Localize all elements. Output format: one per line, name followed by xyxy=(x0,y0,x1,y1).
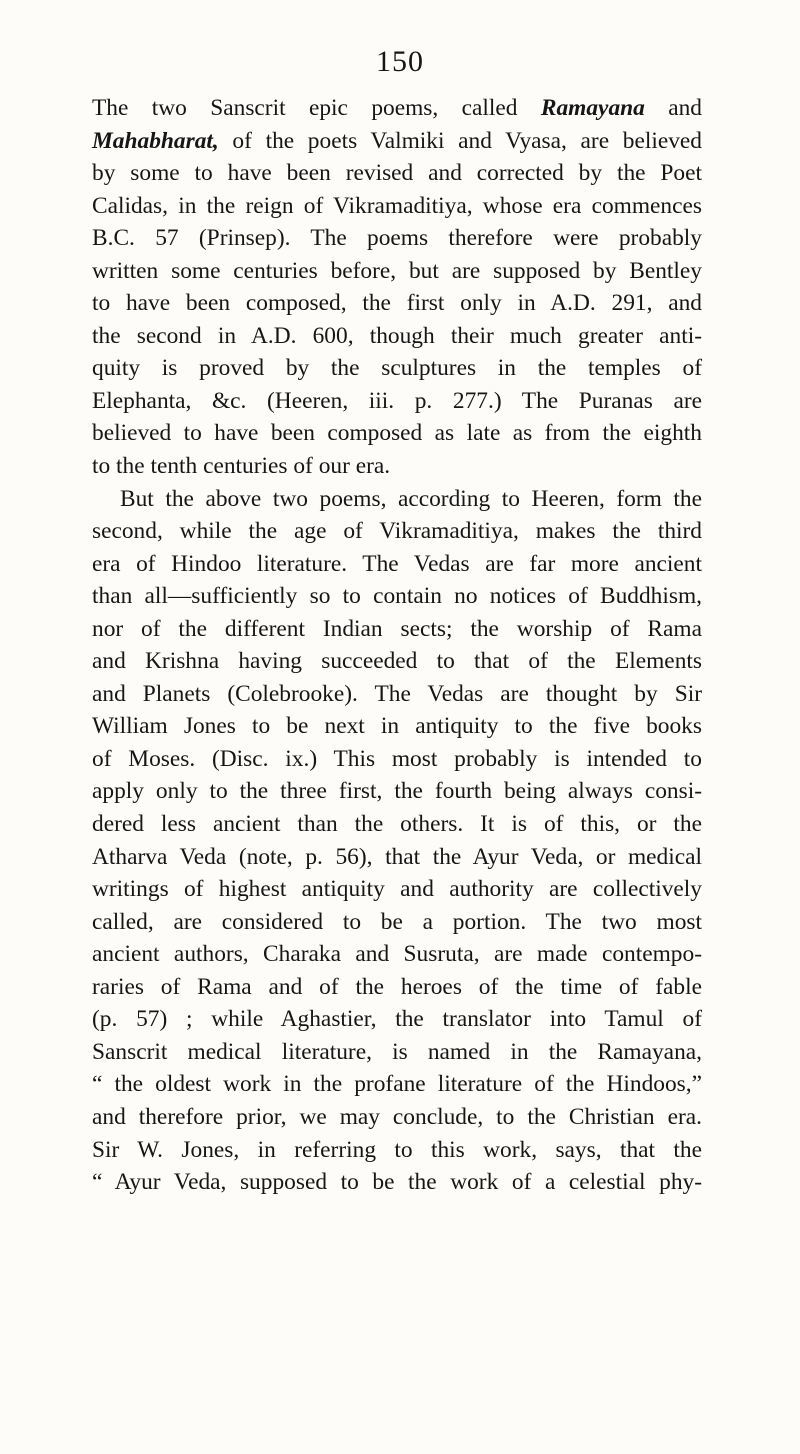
text-segment: and Krishna having succeeded to that of the Elements xyxy=(92,648,702,675)
text-segment: than all—sufficiently so to contain no notices of Buddhism, xyxy=(92,583,702,610)
text-line xyxy=(92,255,702,288)
text-line xyxy=(92,1166,702,1199)
text-segment: “ the oldest work in the profane literature of the Hindoos,” xyxy=(92,1071,702,1098)
text-line xyxy=(92,775,702,808)
text-line xyxy=(92,938,702,971)
text-line xyxy=(92,450,702,483)
text-segment: B.C. 57 (Prinsep). The poems therefore were probably xyxy=(92,225,702,252)
text-segment: second, while the age of Vikramaditiya, makes the third xyxy=(92,518,702,545)
text-segment: to the tenth centuries of our era. xyxy=(92,453,391,480)
text-segment: written some centuries before, but are supposed by Bentley xyxy=(92,257,702,284)
text-line xyxy=(92,678,702,711)
text-line xyxy=(92,483,702,516)
text-segment: (p. 57) ; while Aghastier, the translator into Tamul of xyxy=(92,1006,702,1033)
text-line xyxy=(92,548,702,581)
text-segment: ancient authors, Charaka and Susruta, are made contempo- xyxy=(92,941,702,968)
text-line xyxy=(92,808,702,841)
text-line xyxy=(92,710,702,743)
text-segment: to have been composed, the first only in A.D. 291, and xyxy=(92,290,702,317)
italic-title: Ramayana xyxy=(540,95,645,121)
text-segment: Sanscrit medical literature, is named in the Ramayana, xyxy=(92,1038,702,1065)
text-segment: quity is proved by the sculptures in the temples of xyxy=(92,355,702,382)
text-segment: of Moses. (Disc. ix.) This most probably is intended to xyxy=(92,745,702,772)
text-line xyxy=(92,515,702,548)
text-line xyxy=(92,1003,702,1036)
text-segment: apply only to the three first, the fourth being always consi- xyxy=(92,778,702,805)
text-line xyxy=(92,1036,702,1069)
text-segment: Calidas, in the reign of Vikramaditiya, whose era commences xyxy=(92,192,702,219)
text-line xyxy=(92,125,702,158)
text-line xyxy=(92,320,702,353)
text-segment: called, are considered to be a portion. The two most xyxy=(92,908,702,935)
text-line xyxy=(92,222,702,255)
text-segment: era of Hindoo literature. The Vedas are far more ancient xyxy=(92,550,702,577)
text-segment: Atharva Veda (note, p. 56), that the Ayur Veda, or medical xyxy=(92,843,702,870)
text-segment: and therefore prior, we may conclude, to the Christian era. xyxy=(92,1103,702,1130)
text-segment: of the poets Valmiki and Vyasa, are believed xyxy=(218,127,702,154)
text-line xyxy=(92,580,702,613)
text-line xyxy=(92,613,702,646)
text-segment: The two Sanscrit epic poems, called xyxy=(92,95,541,121)
text-segment: dered less ancient than the others. It is of this, or the xyxy=(92,811,702,838)
text-line xyxy=(92,841,702,874)
text-line xyxy=(92,1068,702,1101)
text-segment: believed to have been composed as late as from the eighth xyxy=(92,420,702,447)
text-segment: and Planets (Colebrooke). The Vedas are thought by Sir xyxy=(92,680,702,707)
text-segment: nor of the different Indian sects; the worship of Rama xyxy=(92,615,702,642)
italic-title: Mahabharat, xyxy=(92,127,219,154)
text-segment: William Jones to be next in antiquity to the five books xyxy=(92,713,702,740)
text-line xyxy=(92,743,702,776)
text-line xyxy=(92,157,702,190)
text-segment: raries of Rama and of the heroes of the time of fable xyxy=(92,973,702,1000)
text-line xyxy=(92,92,702,125)
text-line xyxy=(92,287,702,320)
text-segment: and xyxy=(644,95,703,121)
text-line xyxy=(92,417,702,450)
text-line xyxy=(92,385,702,418)
text-segment: Elephanta, &c. (Heeren, iii. p. 277.) The Puranas are xyxy=(92,387,702,414)
text-segment: Sir W. Jones, in referring to this work, says, that the xyxy=(92,1136,702,1163)
page-number: 150 xyxy=(376,45,424,78)
text-line xyxy=(92,190,702,223)
text-segment: the second in A.D. 600, though their much greater anti- xyxy=(92,322,702,349)
text-line xyxy=(92,906,702,939)
text-line xyxy=(92,873,702,906)
text-segment: “ Ayur Veda, supposed to be the work of a celestial phy- xyxy=(92,1169,702,1196)
text-line xyxy=(92,352,702,385)
text-line xyxy=(92,971,702,1004)
text-segment: by some to have been revised and corrected by the Poet xyxy=(92,160,702,187)
text-line xyxy=(92,1101,702,1134)
text-line xyxy=(92,645,702,678)
text-line xyxy=(92,1134,702,1167)
body-text xyxy=(92,92,702,1199)
text-segment: But the above two poems, according to Heeren, form the xyxy=(120,485,702,512)
text-segment: writings of highest antiquity and authority are collectively xyxy=(92,876,702,903)
